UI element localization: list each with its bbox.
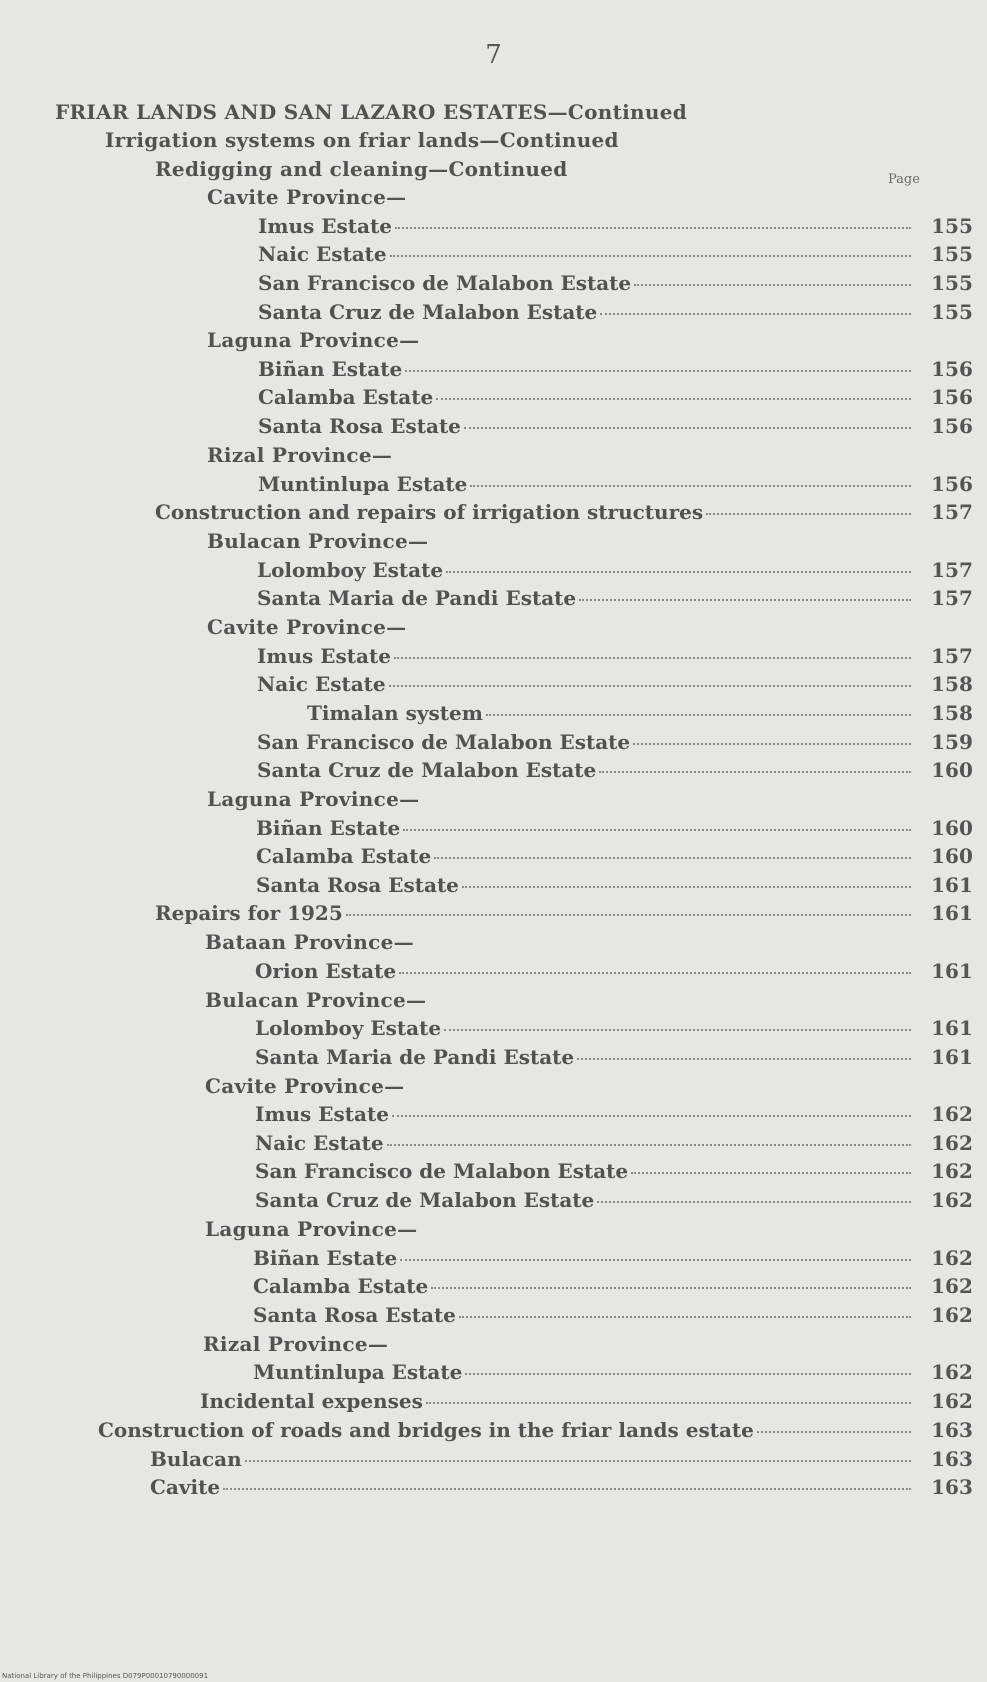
toc-entry [0, 1475, 987, 1503]
toc-entry-title: San Francisco de Malabon Estate [257, 730, 631, 754]
toc-entry-title: Timalan system [307, 701, 483, 725]
toc-entry-title: Santa Maria de Pandi Estate [257, 586, 577, 610]
toc-entry [0, 1332, 987, 1360]
toc-entry [0, 988, 987, 1016]
dot-leader [459, 1316, 911, 1318]
toc-entry-title: Bataan Province— [205, 930, 414, 954]
toc-entry-title: Biñan Estate [253, 1246, 398, 1270]
toc-entry [0, 100, 987, 128]
toc-entry [0, 787, 987, 815]
dot-leader [387, 1144, 911, 1146]
dot-leader [470, 485, 911, 487]
toc-page-number: 162 [931, 1303, 973, 1327]
toc-page-number: 162 [931, 1246, 973, 1270]
toc-entry [0, 443, 987, 471]
toc-page-number: 156 [931, 357, 973, 381]
toc-entry-title: Bulacan Province— [207, 529, 429, 553]
toc-entry-title: Lolomboy Estate [257, 558, 444, 582]
dot-leader [757, 1431, 911, 1433]
toc-entry-title: Repairs for 1925 [155, 901, 343, 925]
dot-leader [434, 857, 911, 859]
toc-page-number: 155 [931, 271, 973, 295]
toc-page-number: 157 [931, 558, 973, 582]
toc-entry-title: Cavite Province— [205, 1074, 405, 1098]
toc-entry-title: Bulacan Province— [205, 988, 427, 1012]
toc-entry-title: Calamba Estate [256, 844, 432, 868]
toc-entry-title: Irrigation systems on friar lands—Continued [105, 128, 619, 152]
toc-entry-title: Cavite Province— [207, 185, 407, 209]
dot-leader [399, 972, 911, 974]
dot-leader [462, 886, 911, 888]
toc-entry [0, 758, 987, 786]
toc-page-number: 163 [931, 1418, 973, 1442]
toc-entry [0, 385, 987, 413]
toc-page-number: 155 [931, 242, 973, 266]
toc-entry-title: Construction and repairs of irrigation structures [155, 500, 704, 524]
toc-page-number: 162 [931, 1102, 973, 1126]
toc-page-number: 155 [931, 214, 973, 238]
toc-entry [0, 300, 987, 328]
toc-entry-title: Laguna Province— [205, 1217, 418, 1241]
toc-entry-title: Incidental expenses [200, 1389, 423, 1413]
dot-leader [392, 1115, 911, 1117]
toc-page-number: 161 [931, 901, 973, 925]
toc-entry-title: Calamba Estate [253, 1274, 429, 1298]
dot-leader [600, 313, 911, 315]
toc-entry [0, 1074, 987, 1102]
toc-entry [0, 328, 987, 356]
toc-page-number: 156 [931, 472, 973, 496]
toc-entry-title: Rizal Province— [207, 443, 393, 467]
toc-entry-title: San Francisco de Malabon Estate [255, 1159, 629, 1183]
toc-entry-title: Laguna Province— [207, 328, 420, 352]
toc-entry [0, 414, 987, 442]
dot-leader [579, 599, 911, 601]
toc-entry [0, 1246, 987, 1274]
toc-entry [0, 1217, 987, 1245]
toc-entry [0, 242, 987, 270]
toc-entry-title: Bulacan [150, 1447, 242, 1471]
toc-page-number: 162 [931, 1389, 973, 1413]
dot-leader [426, 1402, 911, 1404]
toc-entry-title: Imus Estate [258, 214, 392, 238]
dot-leader [486, 714, 911, 716]
dot-leader [389, 685, 911, 687]
dot-leader [633, 743, 911, 745]
toc-entry-title: FRIAR LANDS AND SAN LAZARO ESTATES—Continued [55, 100, 687, 124]
toc-entry-title: Naic Estate [258, 242, 387, 266]
toc-page-number: 162 [931, 1188, 973, 1212]
dot-leader [634, 284, 911, 286]
toc-entry [0, 1303, 987, 1331]
toc-entry-title: Santa Cruz de Malabon Estate [258, 300, 598, 324]
toc-page-number: 162 [931, 1159, 973, 1183]
toc-entry-title: Calamba Estate [258, 385, 434, 409]
dot-leader [395, 227, 911, 229]
toc-entry-title: Redigging and cleaning—Continued [155, 157, 568, 181]
toc-page-number: 158 [931, 701, 973, 725]
toc-page-number: 155 [931, 300, 973, 324]
toc-entry-title: Imus Estate [255, 1102, 389, 1126]
toc-page-number: 160 [931, 844, 973, 868]
toc-entry [0, 1131, 987, 1159]
toc-entry-title: Naic Estate [255, 1131, 384, 1155]
toc-entry [0, 558, 987, 586]
toc-entry [0, 672, 987, 700]
toc-entry [0, 701, 987, 729]
toc-entry-title: Santa Rosa Estate [256, 873, 459, 897]
toc-entry-title: Santa Rosa Estate [258, 414, 461, 438]
toc-entry [0, 128, 987, 156]
toc-entry [0, 1045, 987, 1073]
toc-page-number: 163 [931, 1447, 973, 1471]
toc-entry-title: Santa Cruz de Malabon Estate [255, 1188, 595, 1212]
toc-entry [0, 816, 987, 844]
dot-leader [403, 829, 911, 831]
dot-leader [223, 1488, 911, 1490]
toc-entry [0, 529, 987, 557]
toc-entry [0, 1016, 987, 1044]
toc-entry [0, 930, 987, 958]
toc-page-number: 157 [931, 500, 973, 524]
page-number: 7 [485, 40, 502, 70]
dot-leader [245, 1460, 911, 1462]
toc-entry [0, 500, 987, 528]
toc-page-number: 162 [931, 1360, 973, 1384]
toc-page-number: 160 [931, 816, 973, 840]
toc-page-number: 163 [931, 1475, 973, 1499]
dot-leader [431, 1287, 911, 1289]
toc-page-number: 162 [931, 1131, 973, 1155]
toc-entry [0, 157, 987, 185]
page-column-label: Page [888, 172, 920, 187]
dot-leader [577, 1058, 911, 1060]
toc-entry [0, 1447, 987, 1475]
toc-entry-title: Rizal Province— [203, 1332, 389, 1356]
toc-entry-title: Cavite Province— [207, 615, 407, 639]
dot-leader [706, 513, 911, 515]
toc-entry-title: Biñan Estate [256, 816, 401, 840]
toc-entry [0, 1360, 987, 1388]
toc-page-number: 160 [931, 758, 973, 782]
toc-entry-title: Cavite [150, 1475, 221, 1499]
dot-leader [446, 571, 911, 573]
toc-entry-title: Imus Estate [257, 644, 391, 668]
toc-entry [0, 959, 987, 987]
dot-leader [400, 1259, 911, 1261]
toc-entry [0, 901, 987, 929]
toc-entry [0, 873, 987, 901]
toc-entry [0, 1188, 987, 1216]
toc-entry-title: Muntinlupa Estate [253, 1360, 463, 1384]
toc-entry-title: Laguna Province— [207, 787, 420, 811]
toc-entry-title: Santa Cruz de Malabon Estate [257, 758, 597, 782]
toc-entry-title: Lolomboy Estate [255, 1016, 442, 1040]
dot-leader [465, 1373, 911, 1375]
toc-entry [0, 586, 987, 614]
toc-entry [0, 1102, 987, 1130]
toc-entry [0, 1389, 987, 1417]
toc-entry-title: Orion Estate [255, 959, 397, 983]
dot-leader [444, 1029, 911, 1031]
toc-page-number: 161 [931, 1016, 973, 1040]
toc-entry [0, 185, 987, 213]
toc-page-number: 156 [931, 385, 973, 409]
toc-entry-title: Naic Estate [257, 672, 386, 696]
toc-entry [0, 472, 987, 500]
toc-page-number: 162 [931, 1274, 973, 1298]
toc-entry [0, 1274, 987, 1302]
toc-entry [0, 644, 987, 672]
toc-page-number: 157 [931, 644, 973, 668]
toc-entry-title: Muntinlupa Estate [258, 472, 468, 496]
toc-entry-title: Santa Maria de Pandi Estate [255, 1045, 575, 1069]
dot-leader [599, 771, 911, 773]
scan-footer: National Library of the Philippines D079P00010790000091 [2, 1672, 209, 1680]
toc-entry-title: Biñan Estate [258, 357, 403, 381]
toc-entry [0, 1159, 987, 1187]
toc-page-number: 159 [931, 730, 973, 754]
toc-entry-title: Construction of roads and bridges in the friar lands estate [98, 1418, 754, 1442]
toc-entry-title: Santa Rosa Estate [253, 1303, 456, 1327]
toc-entry [0, 730, 987, 758]
toc-entry [0, 214, 987, 242]
dot-leader [405, 370, 911, 372]
dot-leader [346, 914, 911, 916]
toc-page-number: 161 [931, 1045, 973, 1069]
toc-page-number: 158 [931, 672, 973, 696]
dot-leader [436, 398, 911, 400]
dot-leader [597, 1201, 911, 1203]
toc-page-number: 157 [931, 586, 973, 610]
dot-leader [394, 657, 911, 659]
toc-page-number: 161 [931, 873, 973, 897]
toc-entry [0, 271, 987, 299]
dot-leader [631, 1172, 911, 1174]
toc-page-number: 161 [931, 959, 973, 983]
toc-entry [0, 844, 987, 872]
toc-entry-title: San Francisco de Malabon Estate [258, 271, 632, 295]
toc-entry [0, 615, 987, 643]
dot-leader [390, 255, 911, 257]
dot-leader [464, 427, 911, 429]
toc-page-number: 156 [931, 414, 973, 438]
toc-entry [0, 357, 987, 385]
toc-entry [0, 1418, 987, 1446]
